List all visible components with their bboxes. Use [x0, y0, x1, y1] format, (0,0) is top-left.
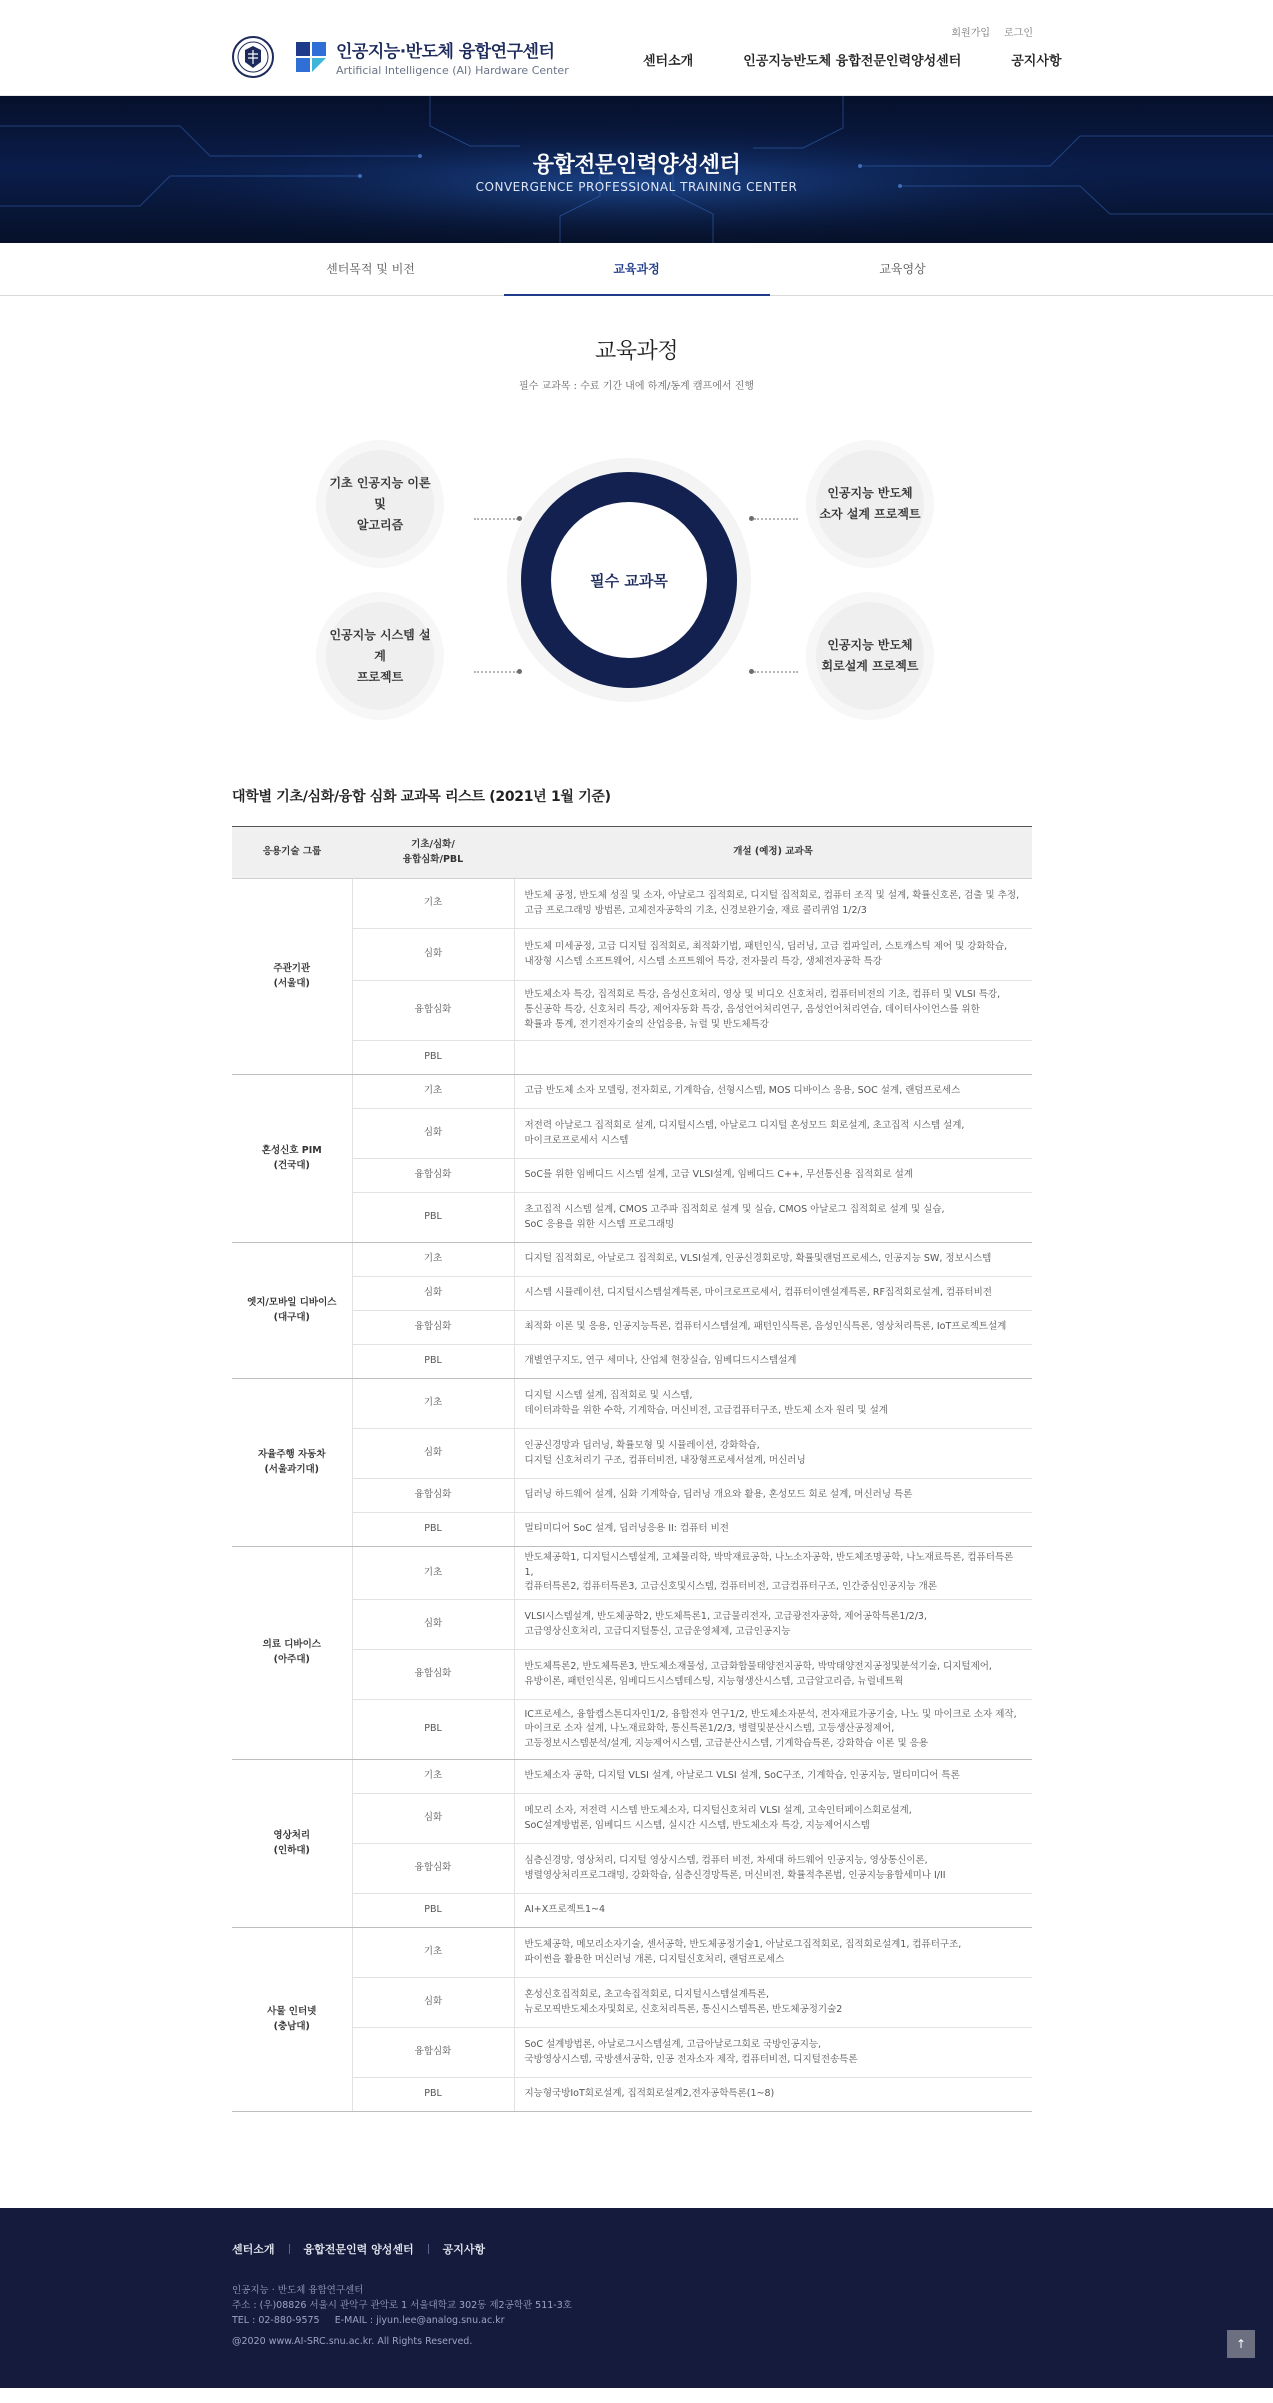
courses-cell: 최적화 이론 및 응용, 인공지능특론, 컴퓨터시스템설계, 패턴인식특론, 음성인식특론, 영상처리특론, IoT프로젝트설계: [514, 1311, 1032, 1345]
group-cell: 의료 디바이스 (아주대): [232, 1547, 352, 1760]
university-seal-icon: [232, 36, 274, 78]
brand-name-kr: 인공지능·반도체 융합연구센터: [336, 42, 555, 62]
login-link[interactable]: 로그인: [1004, 28, 1033, 39]
diagram-device-project: 인공지능 반도체 소자 설계 프로젝트: [806, 440, 934, 568]
level-cell: 기초: [352, 1379, 514, 1429]
level-cell: 융합심화: [352, 1159, 514, 1193]
level-cell: 기초: [352, 1075, 514, 1109]
courses-cell: 딥러닝 하드웨어 설계, 심화 기계학습, 딥러닝 개요와 활용, 혼성모드 회로 설계, 머신러닝 특론: [514, 1479, 1032, 1513]
tab-videos[interactable]: 교육영상: [879, 262, 926, 276]
level-cell: PBL: [352, 1193, 514, 1243]
level-cell: 융합심화: [352, 981, 514, 1041]
table-row: [232, 1978, 1032, 2028]
level-cell: PBL: [352, 2078, 514, 2112]
table-row: [232, 879, 1032, 929]
group-cell: 영상처리 (인하대): [232, 1760, 352, 1928]
logo[interactable]: [232, 36, 569, 78]
connector-tl: [474, 518, 518, 520]
course-list-title: 대학별 기초/심화/융합 심화 교과목 리스트 (2021년 1월 기준): [232, 789, 611, 805]
courses-cell: 멀티미디어 SoC 설계, 딥러닝응용 II: 컴퓨터 비전: [514, 1513, 1032, 1547]
footer-address: 주소 : (우)08826 서울시 관악구 관악로 1 서울대학교 302동 제2공학관 511-3호: [232, 2300, 572, 2312]
footer-copyright: @2020 www.AI-SRC.snu.ac.kr. All Rights Reserved.: [232, 2336, 473, 2347]
courses-cell: 초고집적 시스템 설계, CMOS 고주파 집적회로 설계 및 실습, CMOS 아날로그 집적회로 설계 및 실습, SoC 응용을 위한 시스템 프로그래밍: [514, 1193, 1032, 1243]
level-cell: 융합심화: [352, 1650, 514, 1700]
table-row: [232, 1600, 1032, 1650]
table-row: [232, 1700, 1032, 1760]
table-row: [232, 1041, 1032, 1075]
group-cell: 사물 인터넷 (충남대): [232, 1928, 352, 2112]
courses-cell: [514, 1041, 1032, 1075]
table-row: [232, 1894, 1032, 1928]
connector-dot: [749, 669, 754, 674]
level-cell: 기초: [352, 1928, 514, 1978]
table-row: [232, 1109, 1032, 1159]
table-row: [232, 1193, 1032, 1243]
level-cell: PBL: [352, 1345, 514, 1379]
banner-subtitle: CONVERGENCE PROFESSIONAL TRAINING CENTER: [475, 180, 798, 194]
connector-bl: [474, 671, 518, 673]
level-cell: 기초: [352, 1760, 514, 1794]
table-row: [232, 1277, 1032, 1311]
table-row: [232, 1760, 1032, 1794]
connector-tr: [754, 518, 798, 520]
group-cell: 자율주행 자동차 (서울과기대): [232, 1379, 352, 1547]
table-row: [232, 1311, 1032, 1345]
table-row: [232, 1794, 1032, 1844]
scroll-top-button[interactable]: ↑: [1227, 2330, 1255, 2358]
courses-cell: 반도체소자 공학, 디지털 VLSI 설계, 아날로그 VLSI 설계, SoC구조, 기계학습, 인공지능, 멀티미디어 특론: [514, 1760, 1032, 1794]
courses-cell: IC프로세스, 융합캡스톤디자인1/2, 융합전자 연구1/2, 반도체소자분석, 전자재료가공기술, 나노 및 마이크로 소자 제작, 마이크로 소자 설계, 나노재료화학, 통신특론1/2/3, 병렬및분산시스템, 고등생산공정제어, 고등정보시스템분석/설계, 지능제어시스템, 고급분산시스템, 기계학습특론, 강화학습 이론 및 응용: [514, 1700, 1032, 1760]
footer-org: 인공지능 · 반도체 융합연구센터: [232, 2285, 364, 2296]
footer-link-notice[interactable]: 공지사항: [442, 2243, 486, 2256]
courses-cell: AI+X프로젝트1~4: [514, 1894, 1032, 1928]
table-row: [232, 1928, 1032, 1978]
courses-cell: 메모리 소자, 저전력 시스템 반도체소자, 디지털신호처리 VLSI 설계, 고속인터페이스회로설계, SoC설계방법론, 임베디드 시스템, 실시간 시스템, 반도체소자 특강, 지능제어시스템: [514, 1794, 1032, 1844]
level-cell: 융합심화: [352, 1479, 514, 1513]
level-cell: 융합심화: [352, 2028, 514, 2078]
brand-name-en: Artificial Intelligence (AI) Hardware Center: [336, 64, 569, 77]
tab-curriculum[interactable]: 교육과정: [504, 243, 770, 295]
level-cell: 융합심화: [352, 1311, 514, 1345]
tab-purpose-vision[interactable]: 센터목적 및 비전: [326, 262, 415, 276]
courses-cell: 디지털 시스템 설계, 집적회로 및 시스템, 데이터과학을 위한 수학, 기계학습, 머신비전, 고급컴퓨터구조, 반도체 소자 원리 및 설계: [514, 1379, 1032, 1429]
courses-cell: 심층신경망, 영상처리, 디지털 영상시스템, 컴퓨터 비전, 차세대 하드웨어 인공지능, 영상통신이론, 병렬영상처리프로그래밍, 강화학습, 심층신경망특론, 머신비전, 확률적추론법, 인공지능융합세미나 I/II: [514, 1844, 1032, 1894]
footer-info: [232, 2283, 572, 2329]
diagram-basic-ai: 기초 인공지능 이론 및 알고리즘: [316, 440, 444, 568]
utility-links: [951, 24, 1033, 39]
table-header-row: [232, 827, 1032, 879]
group-cell: 주관기관 (서울대): [232, 879, 352, 1075]
nav-training-center[interactable]: 인공지능반도체 융합전문인력양성센터: [743, 54, 962, 69]
level-cell: PBL: [352, 1513, 514, 1547]
table-row: [232, 1429, 1032, 1479]
courses-cell: SoC 설계방법론, 아날로그시스템설계, 고급아날로그회로 국방인공지능, 국방영상시스템, 국방센서공학, 인공 전자소자 제작, 컴퓨터비전, 디지털전송특론: [514, 2028, 1032, 2078]
center-logo-icon: [296, 42, 326, 72]
table-row: [232, 1650, 1032, 1700]
table-row: [232, 1379, 1032, 1429]
section-title: 교육과정: [594, 339, 678, 364]
level-cell: 기초: [352, 1243, 514, 1277]
footer-link-training[interactable]: 융합전문인력 양성센터: [303, 2243, 414, 2256]
courses-cell: 반도체공학, 메모리소자기술, 센서공학, 반도체공정기술1, 아날로그집적회로, 집적회로설계1, 컴퓨터구조, 파이썬을 활용한 머신러닝 개론, 디지털신호처리, 랜덤프로세스: [514, 1928, 1032, 1978]
table-row: [232, 981, 1032, 1041]
site-footer: [0, 2208, 1273, 2388]
section-description: 필수 교과목 : 수료 기간 내에 하계/동계 캠프에서 진행: [518, 381, 755, 392]
level-cell: PBL: [352, 1041, 514, 1075]
table-body: [232, 879, 1032, 2112]
courses-cell: 반도체소자 특강, 집적회로 특강, 음성신호처리, 영상 및 비디오 신호처리, 컴퓨터비전의 기초, 컴퓨터 및 VLSI 특강, 통신공학 특강, 신호처리 특강, 제어자동화 특강, 음성언어처리연구, 음성언어처리연습, 데이터사이언스를 위한 확률과 통계, 전기전자기술의 산업응용, 뉴럴 및 반도체특강: [514, 981, 1032, 1041]
core-label: 필수 교과목: [551, 502, 707, 658]
table-row: [232, 1547, 1032, 1600]
connector-dot: [517, 669, 522, 674]
table-row: [232, 929, 1032, 981]
col-header-courses: 개설 (예정) 교과목: [514, 827, 1032, 879]
level-cell: 기초: [352, 879, 514, 929]
connector-dot: [749, 516, 754, 521]
courses-cell: 반도체 미세공정, 고급 디지털 집적회로, 최적화기법, 패턴인식, 딥러닝, 고급 컴파일러, 스토캐스틱 제어 및 강화학습, 내장형 시스템 소프트웨어, 시스템 소프트웨어 특강, 전자물리 특강, 생체전자공학 특강: [514, 929, 1032, 981]
level-cell: PBL: [352, 1700, 514, 1760]
table-row: [232, 2028, 1032, 2078]
level-cell: 기초: [352, 1547, 514, 1600]
courses-cell: 개별연구지도, 연구 세미나, 산업체 현장실습, 임베디드시스템설계: [514, 1345, 1032, 1379]
table-row: [232, 1479, 1032, 1513]
site-header: [0, 0, 1273, 96]
courses-cell: 고급 반도체 소자 모델링, 전자회로, 기계학습, 선형시스템, MOS 디바이스 응용, SOC 설계, 랜덤프로세스: [514, 1075, 1032, 1109]
level-cell: 심화: [352, 1600, 514, 1650]
nav-notice[interactable]: 공지사항: [1011, 54, 1062, 69]
level-cell: PBL: [352, 1894, 514, 1928]
curriculum-diagram: [0, 414, 1273, 724]
table-row: [232, 2078, 1032, 2112]
table-row: [232, 1844, 1032, 1894]
courses-cell: VLSI시스템설계, 반도체공학2, 반도체특론1, 고급물리전자, 고급광전자공학, 제어공학특론1/2/3, 고급영상신호처리, 고급디지털통신, 고급운영체제, 고급인공지능: [514, 1600, 1032, 1650]
level-cell: 심화: [352, 1978, 514, 2028]
group-cell: 혼성신호 PIM (건국대): [232, 1075, 352, 1243]
courses-cell: 반도체특론2, 반도체특론3, 반도체소재물성, 고급화합물태양전지공학, 박막태양전지공정및분석기술, 디지털제어, 유방이론, 패턴인식론, 임베디드시스템테스팅, 지능형생산시스템, 고급알고리즘, 뉴럴네트웍: [514, 1650, 1032, 1700]
diagram-system-project: 인공지능 시스템 설계 프로젝트: [316, 592, 444, 720]
footer-link-intro[interactable]: 센터소개: [232, 2243, 275, 2256]
table-row: [232, 1513, 1032, 1547]
level-cell: 심화: [352, 929, 514, 981]
group-cell: 엣지/모바일 디바이스 (대구대): [232, 1243, 352, 1379]
signup-link[interactable]: 회원가입: [951, 28, 991, 39]
level-cell: 융합심화: [352, 1844, 514, 1894]
sub-tabs: [0, 243, 1273, 296]
courses-cell: 혼성신호집적회로, 초고속집적회로, 디지털시스템설계특론, 뉴로모픽반도체소자및회로, 신호처리특론, 통신시스템특론, 반도체공정기술2: [514, 1978, 1032, 2028]
courses-cell: 디지털 집적회로, 아날로그 집적회로, VLSI설계, 인공신경회로망, 확률및랜덤프로세스, 인공지능 SW, 정보시스템: [514, 1243, 1032, 1277]
courses-cell: 저전력 아날로그 집적회로 설계, 디지털시스템, 아날로그 디지털 혼성모드 회로설계, 초고집적 시스템 설계, 마이크로프로세서 시스템: [514, 1109, 1032, 1159]
course-table: [232, 826, 1032, 2112]
footer-contact: TEL : 02-880-9575 E-MAIL : jiyun.lee@analog.snu.ac.kr: [232, 2315, 505, 2327]
footer-nav: [232, 2241, 485, 2257]
divider: [289, 2244, 290, 2254]
table-row: [232, 1243, 1032, 1277]
nav-center-intro[interactable]: 센터소개: [643, 54, 694, 69]
courses-cell: 지능형국방IoT회로설계, 집적회로설계2,전자공학특론(1~8): [514, 2078, 1032, 2112]
hero-banner: [0, 96, 1273, 243]
courses-cell: 인공신경망과 딥러닝, 확률모형 및 시뮬레이션, 강화학습, 디지털 신호처리기 구조, 컴퓨터비전, 내장형프로세서설계, 머신러닝: [514, 1429, 1032, 1479]
level-cell: 심화: [352, 1429, 514, 1479]
diagram-circuit-project: 인공지능 반도체 회로설계 프로젝트: [806, 592, 934, 720]
level-cell: 심화: [352, 1109, 514, 1159]
courses-cell: 반도체공학1, 디지털시스템설계, 고체물리학, 박막재료공학, 나노소자공학, 반도체조명공학, 나노재료특론, 컴퓨터특론1, 컴퓨터특론2, 컴퓨터특론3, 고급신호및시스템, 컴퓨터비전, 고급컴퓨터구조, 인간중심인공지능 개론: [514, 1547, 1032, 1600]
courses-cell: SoC를 위한 임베디드 시스템 설계, 고급 VLSI설계, 임베디드 C++, 무선통신용 집적회로 설계: [514, 1159, 1032, 1193]
courses-cell: 반도체 공정, 반도체 성질 및 소자, 아날로그 집적회로, 디지털 집적회로, 컴퓨터 조직 및 설계, 확률신호론, 검출 및 추정, 고급 프로그래밍 방법론, 고체전자공학의 기초, 신경보완기술, 재료 콜리퀴엄 1/2/3: [514, 879, 1032, 929]
divider: [428, 2244, 429, 2254]
col-header-group: 응용기술 그룹: [232, 827, 352, 879]
connector-br: [754, 671, 798, 673]
courses-cell: 시스템 시뮬레이션, 디지털시스템설계특론, 마이크로프로세서, 컴퓨터이엔설계특론, RF집적회로설계, 컴퓨터비전: [514, 1277, 1032, 1311]
level-cell: 심화: [352, 1277, 514, 1311]
level-cell: 심화: [352, 1794, 514, 1844]
table-row: [232, 1075, 1032, 1109]
main-nav: [643, 50, 1061, 69]
col-header-level: 기초/심화/ 융합심화/PBL: [352, 827, 514, 879]
table-row: [232, 1159, 1032, 1193]
banner-title: 융합전문인력양성센터: [532, 153, 741, 178]
table-row: [232, 1345, 1032, 1379]
